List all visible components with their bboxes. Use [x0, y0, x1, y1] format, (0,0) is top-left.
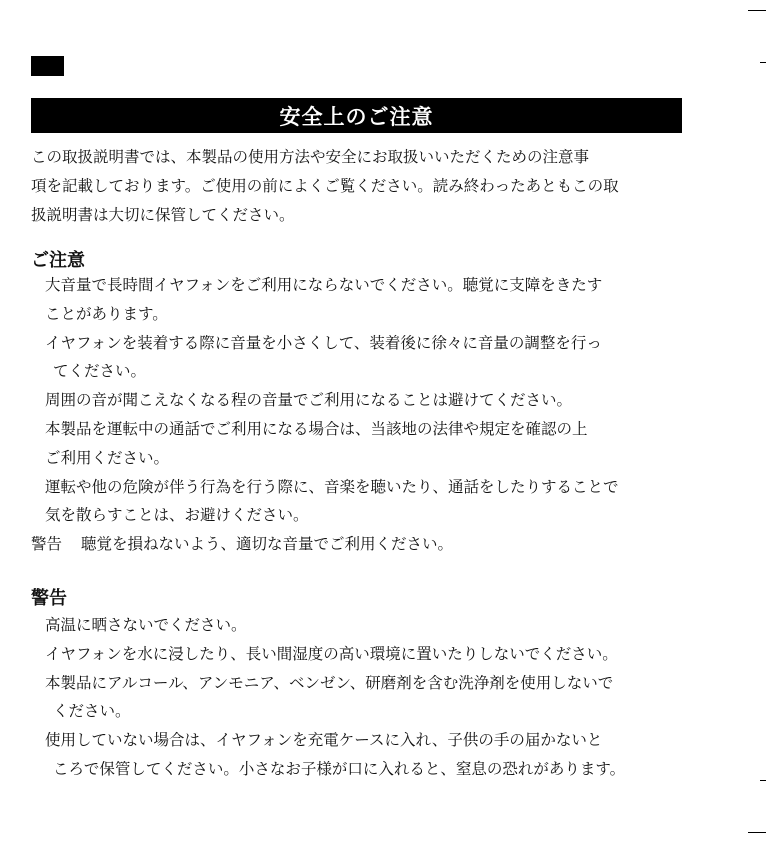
intro-line: 項を記載しております。ご使用の前によくご覧ください。読み終わったあともこの取 [31, 176, 619, 195]
caution-line: 大音量で長時間イヤフォンをご利用にならないでください。聴覚に支障をきたす [45, 276, 603, 294]
caution-warning-line [31, 530, 691, 559]
caution-line: ご利用ください。 [45, 448, 170, 467]
warning-label: 警告 [31, 535, 63, 554]
caution-line: てください。 [53, 362, 147, 381]
warning-list [31, 611, 691, 784]
warning-text: 聴覚を損ねないよう、適切な音量でご利用ください。 [81, 535, 454, 554]
section-title-bar [31, 98, 682, 133]
warning-line: ころで保管してください。小さなお子様が口に入れると、窒息の恐れがあります。 [53, 759, 626, 778]
caution-list [31, 271, 691, 559]
warning-line: 高温に晒さないでください。 [45, 616, 247, 634]
warning-line: イヤフォンを水に浸したり、長い間湿度の高い環境に置いたりしないでください。 [45, 644, 618, 663]
caution-line: 本製品を運転中の通話でご利用になる場合は、当該地の法律や規定を確認の上 [45, 419, 588, 438]
intro-line: この取扱説明書では、本製品の使用方法や安全にお取扱いいただくための注意事 [31, 148, 590, 166]
black-tab-marker [31, 56, 64, 76]
crop-mark-upper [760, 62, 766, 63]
caution-line: イヤフォンを装着する際に音量を小さくして、装着後に徐々に音量の調整を行っ [45, 333, 602, 352]
caution-line: 運転や他の危険が伴う行為を行う際に、音楽を聴いたり、通話をしたりすることで [45, 477, 619, 496]
intro-line: 扱説明書は大切に保管してください。 [31, 205, 295, 224]
intro-paragraph [31, 143, 691, 229]
warning-line: 使用していない場合は、イヤフォンを充電ケースに入れ、子供の手の届かないと [45, 731, 603, 750]
warning-heading: 警告 [31, 588, 67, 609]
caution-heading: ご注意 [31, 250, 85, 271]
warning-line: 本製品にアルコール、アンモニア、ベンゼン、研磨剤を含む洗浄剤を使用しないで [45, 673, 614, 692]
caution-line: 周囲の音が聞こえなくなる程の音量でご利用になることは避けてください。 [45, 391, 573, 410]
crop-mark-top [748, 10, 766, 11]
caution-line: ことがあります。 [45, 304, 168, 323]
warning-line: ください。 [53, 702, 131, 721]
section-title: 安全上のご注意 [279, 104, 434, 129]
caution-line: 気を散らすことは、お避けください。 [45, 506, 309, 525]
crop-mark-lower [760, 780, 766, 781]
crop-mark-bottom [748, 832, 766, 833]
